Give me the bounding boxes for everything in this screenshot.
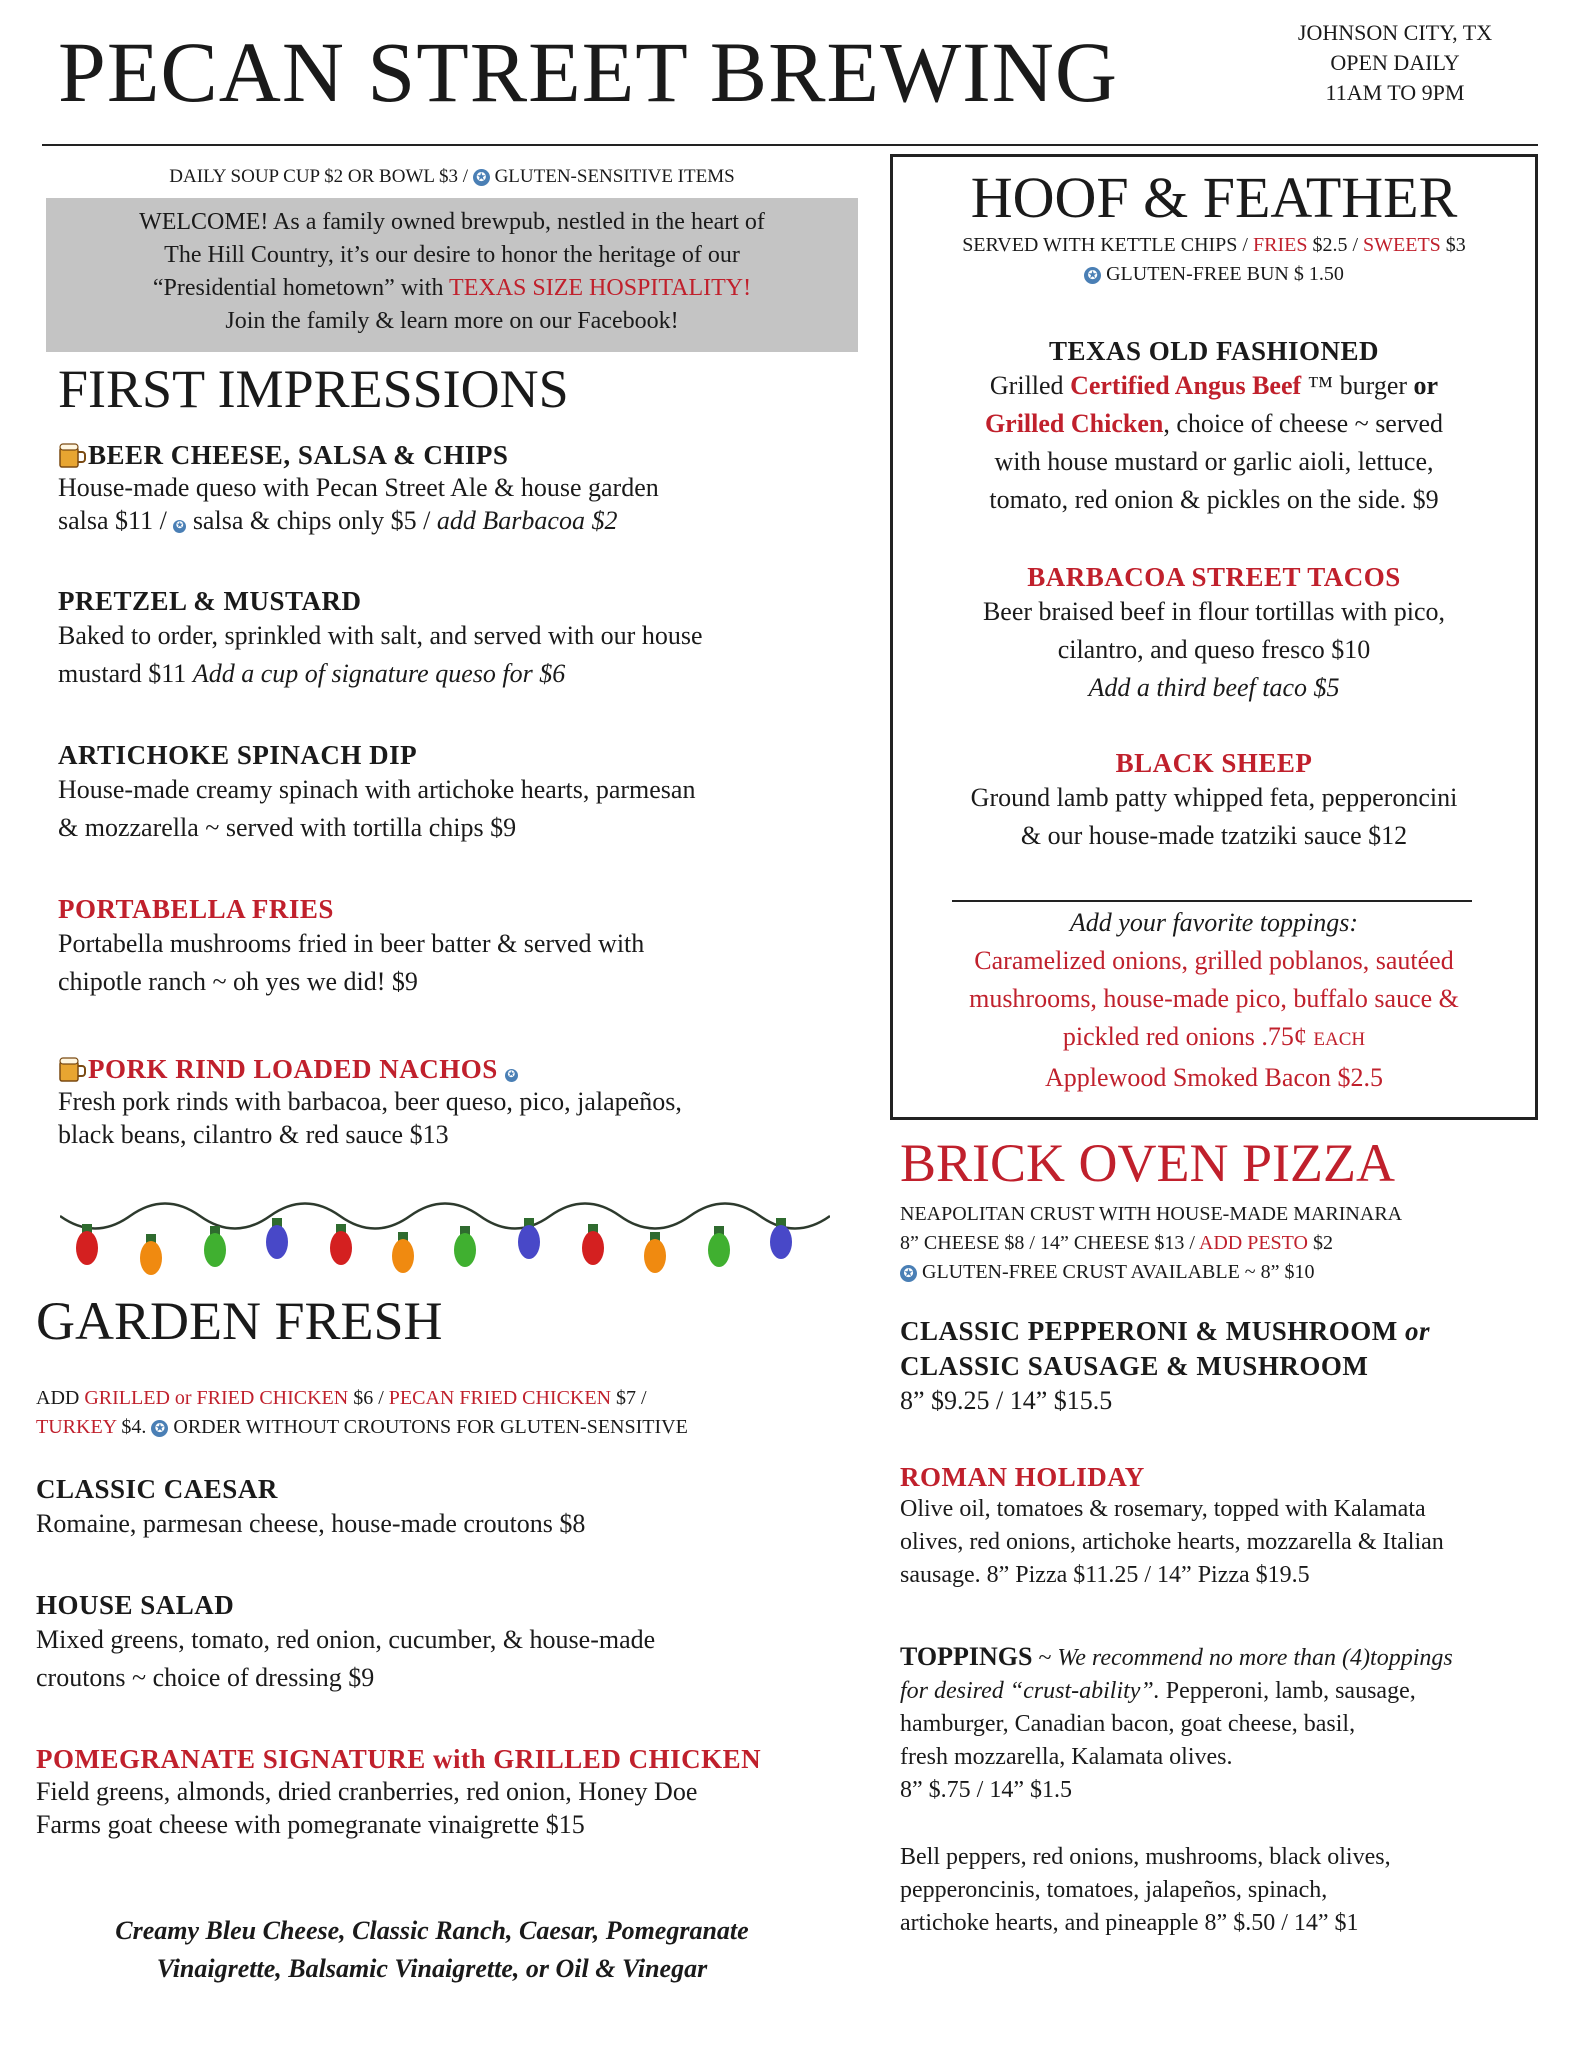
roman-holiday-item	[900, 1462, 1550, 1592]
item-desc: Grilled Certified Angus Beef ™ burger or Grilled Chicken, choice of cheese ~ served with house mustard or garlic aioli, lettuce, tomato, red onion & pickles on the side. $9	[984, 371, 1444, 514]
gluten-star-icon: ✪	[151, 1420, 168, 1437]
first-impressions-title: FIRST IMPRESSIONS	[58, 359, 569, 419]
welcome-line: “Presidential hometown” with TEXAS SIZE HOSPITALITY!	[152, 275, 752, 301]
caesar-item	[36, 1474, 856, 1543]
light-bulb	[266, 1218, 288, 1259]
gluten-star-icon: ✪	[900, 1265, 917, 1282]
item-desc: Beer braised beef in flour tortillas with pico, cilantro, and queso fresco $10 Add a third beef taco $5	[982, 597, 1446, 702]
pizza-title: BRICK OVEN PIZZA	[900, 1133, 1395, 1193]
welcome-line: WELCOME! As a family owned brewpub, nestled in the heart of	[139, 209, 765, 235]
classic-pizza-item	[900, 1316, 1540, 1420]
item-name: PORTABELLA FRIES	[58, 894, 334, 924]
pizza-toppings: TOPPINGS ~ We recommend no more than (4)toppings for desired “crust-ability”. Pepperoni, lamb, sausage, hamburger, Canadian bacon, goat cheese, basil, fresh mozzarella, Kalamata olives. 8” $.75 / 14” $1.5 Bell peppers, red onions, mushrooms, black olives, pepperoncinis, tomatoes, jalapeños, spinach, artichoke hearts, and pineapple 8” $.50 / 14” $1	[900, 1642, 1453, 1936]
light-bulb	[644, 1232, 666, 1273]
item-name: PRETZEL & MUSTARD	[58, 586, 362, 616]
gluten-star-icon: ✪	[173, 520, 186, 533]
garden-add-ons: ADD GRILLED or FRIED CHICKEN $6 / PECAN FRIED CHICKEN $7 / TURKEY $4. ✪ ORDER WITHOUT CROUTONS FOR GLUTEN-SENSITIVE	[36, 1387, 688, 1438]
item-name: ROMAN HOLIDAY	[900, 1462, 1145, 1492]
item-name: HOUSE SALAD	[36, 1590, 235, 1620]
light-bulb	[582, 1224, 604, 1265]
pretzel-item	[58, 586, 878, 693]
texas-old-fashioned-item	[890, 336, 1538, 519]
welcome-line: Join the family & learn more on our Facebook!	[225, 308, 679, 334]
item-name: CLASSIC CAESAR	[36, 1474, 278, 1504]
item-name: CLASSIC PEPPERONI & MUSHROOM or	[900, 1316, 1431, 1346]
soup-note	[42, 166, 862, 188]
item-name: BLACK SHEEP	[1115, 748, 1313, 778]
item-name: BEER CHEESE, SALSA & CHIPS	[58, 440, 858, 471]
gluten-free-bun: ✪ GLUTEN-FREE BUN $ 1.50	[890, 260, 1538, 289]
nachos-item	[58, 1054, 878, 1151]
portabella-item	[58, 894, 878, 1001]
item-desc: Portabella mushrooms fried in beer batter & served with chipotle ranch ~ oh yes we did! $9	[58, 929, 645, 996]
gluten-star-icon: ✪	[505, 1069, 518, 1082]
light-bulb	[76, 1224, 98, 1265]
header-divider	[42, 144, 1538, 146]
christmas-lights-decoration	[60, 1196, 830, 1296]
location: JOHNSON CITY, TX	[1297, 20, 1493, 45]
location-hours	[1255, 18, 1535, 108]
hoof-sides: SERVED WITH KETTLE CHIPS / FRIES $2.5 / SWEETS $3	[962, 234, 1466, 256]
item-desc: Fresh pork rinds with barbacoa, beer queso, pico, jalapeños, black beans, cilantro & red sauce $13	[58, 1087, 682, 1149]
light-bulb	[140, 1234, 162, 1275]
item-desc: Baked to order, sprinkled with salt, and served with our house mustard $11 Add a cup of signature queso for $6	[58, 621, 703, 688]
soup-text: DAILY SOUP CUP $2 OR BOWL $3 /	[169, 166, 469, 187]
barbacoa-tacos-item	[890, 562, 1538, 707]
item-name: POMEGRANATE SIGNATURE with GRILLED CHICKEN	[36, 1744, 762, 1774]
welcome-line: The Hill Country, it’s our desire to honor the heritage of our	[164, 242, 740, 268]
item-desc: Field greens, almonds, dried cranberries, red onion, Honey Doe Farms goat cheese with pomegranate vinaigrette $15	[36, 1777, 698, 1839]
artichoke-item	[58, 740, 878, 847]
garden-fresh-title: GARDEN FRESH	[36, 1291, 443, 1351]
item-desc: Olive oil, tomatoes & rosemary, topped with Kalamata olives, red onions, artichoke hearts, mozzarella & Italian sausage. 8” Pizza $11.25 / 14” Pizza $19.5	[900, 1496, 1444, 1588]
item-name: TEXAS OLD FASHIONED	[1048, 336, 1380, 366]
item-name: CLASSIC SAUSAGE & MUSHROOM	[900, 1351, 1369, 1381]
item-desc: House-made queso with Pecan Street Ale & house garden salsa $11 / ✪ salsa & chips only $5 / add Barbacoa $2	[58, 473, 659, 535]
restaurant-title: PECAN STREET BREWING	[58, 24, 1118, 120]
item-desc: Ground lamb patty whipped feta, pepperoncini & our house-made tzatziki sauce $12	[970, 783, 1458, 850]
gluten-star-icon: ✪	[473, 169, 490, 186]
light-bulb	[392, 1232, 414, 1273]
item-name: ARTICHOKE SPINACH DIP	[58, 740, 418, 770]
welcome-box	[46, 198, 858, 352]
hours: 11AM TO 9PM	[1325, 80, 1465, 105]
hoof-feather-title: HOOF & FEATHER	[970, 165, 1458, 230]
pomegranate-item	[36, 1744, 866, 1841]
item-name: BARBACOA STREET TACOS	[1027, 562, 1401, 592]
item-desc: House-made creamy spinach with artichoke hearts, parmesan & mozzarella ~ served with tortilla chips $9	[58, 775, 696, 842]
toppings-divider	[952, 900, 1472, 902]
house-salad-item	[36, 1590, 856, 1697]
dressing-options: Creamy Bleu Cheese, Classic Ranch, Caesar, Pomegranate Vinaigrette, Balsamic Vinaigrette, or Oil & Vinegar	[115, 1916, 749, 1983]
light-bulb	[454, 1226, 476, 1267]
beer-mug-icon	[58, 1056, 86, 1082]
burger-toppings: Add your favorite toppings: Caramelized onions, grilled poblanos, sautéed mushrooms, house-made pico, buffalo sauce & pickled red onions .75¢ EACH Applewood Smoked Bacon $2.5	[969, 908, 1459, 1092]
light-bulb	[708, 1226, 730, 1267]
beer-mug-icon	[58, 442, 86, 468]
pizza-info: NEAPOLITAN CRUST WITH HOUSE-MADE MARINARA 8” CHEESE $8 / 14” CHEESE $13 / ADD PESTO $2 ✪ GLUTEN-FREE CRUST AVAILABLE ~ 8” $10	[900, 1203, 1403, 1283]
item-desc: Mixed greens, tomato, red onion, cucumber, & house-made croutons ~ choice of dressing $9	[36, 1625, 656, 1692]
black-sheep-item	[890, 748, 1538, 855]
gluten-legend: GLUTEN-SENSITIVE ITEMS	[494, 166, 735, 187]
light-bulb	[204, 1226, 226, 1267]
texas-hospitality: TEXAS SIZE HOSPITALITY!	[449, 275, 752, 301]
item-name: PORK RIND LOADED NACHOS ✪	[58, 1054, 878, 1085]
light-bulb	[330, 1224, 352, 1265]
beer-cheese-item	[58, 440, 858, 537]
item-price: 8” $9.25 / 14” $15.5	[900, 1386, 1113, 1415]
hoof-feather-header	[890, 164, 1538, 289]
hours-label: OPEN DAILY	[1330, 50, 1460, 75]
gluten-star-icon: ✪	[1084, 267, 1101, 284]
item-desc: Romaine, parmesan cheese, house-made croutons $8	[36, 1509, 586, 1538]
